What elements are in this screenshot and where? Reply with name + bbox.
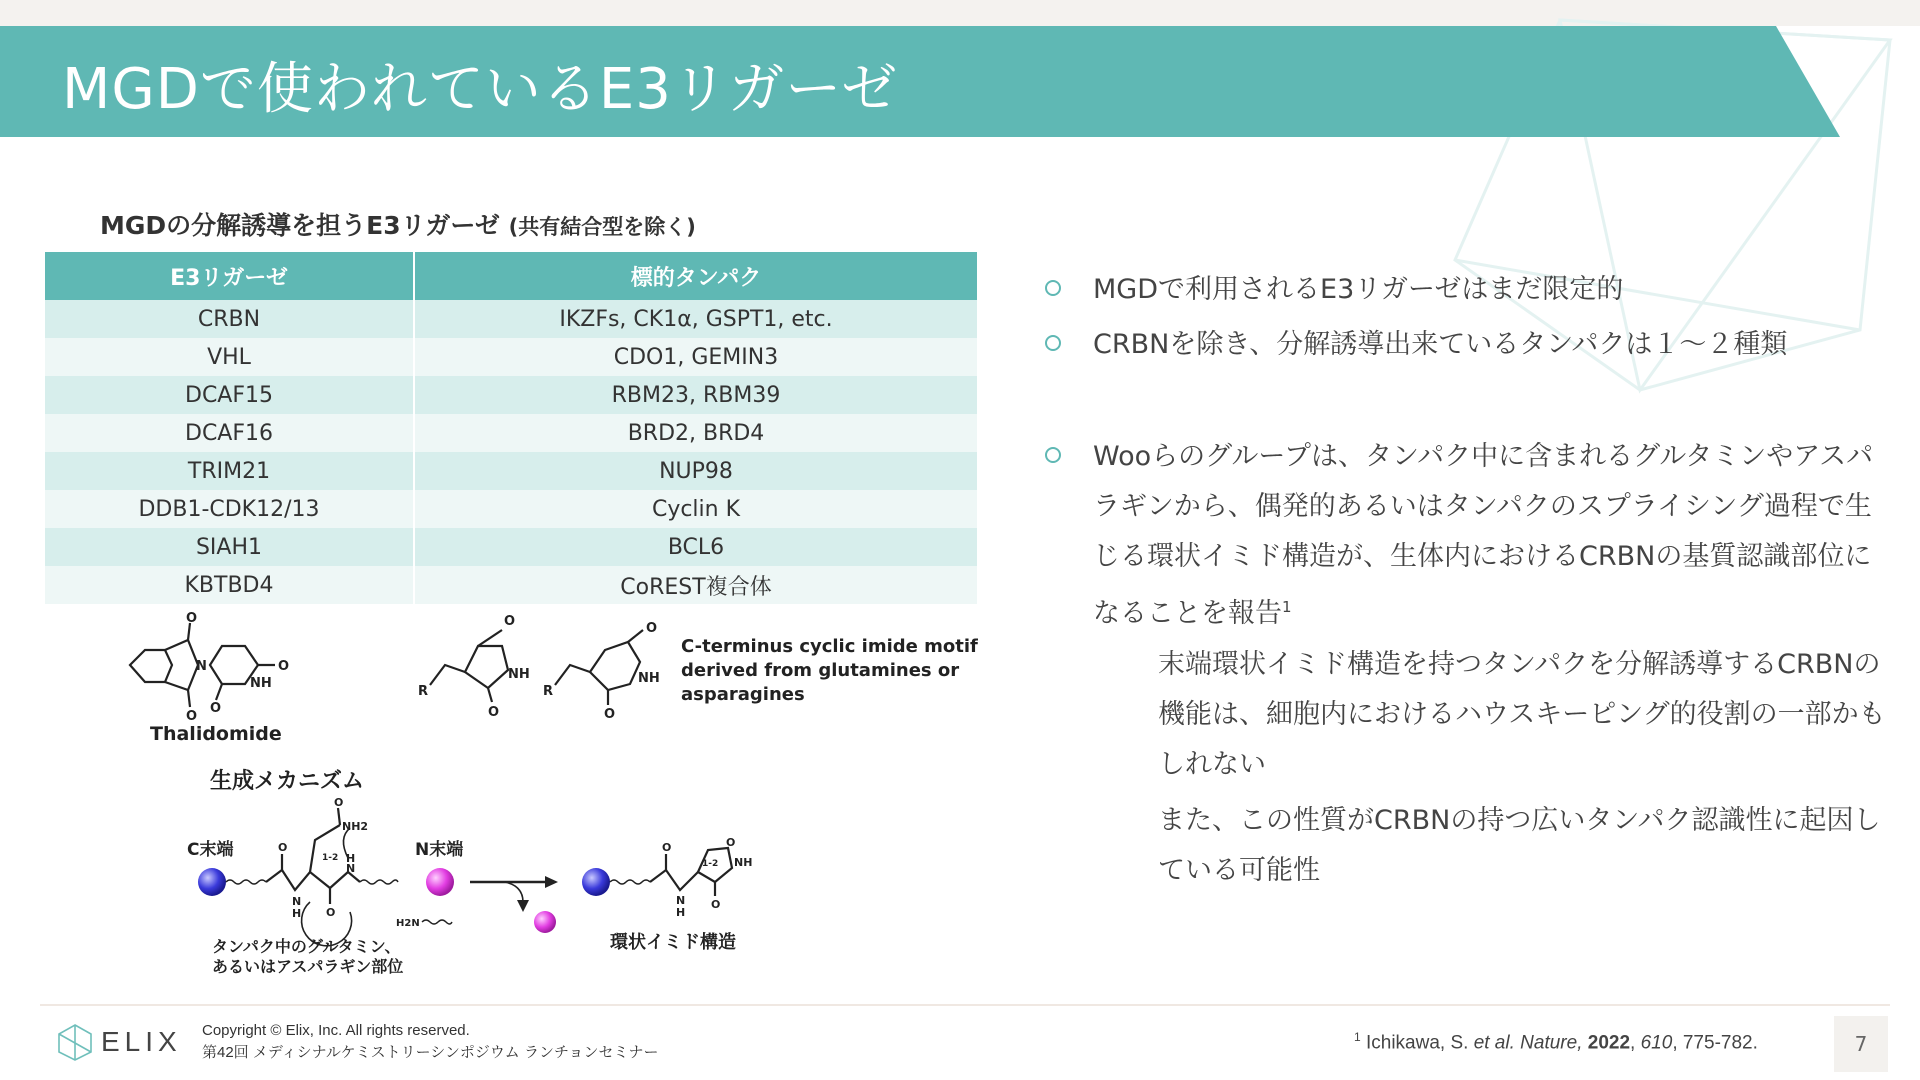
reference-etal: et al.	[1473, 1032, 1515, 1054]
bullet-circle-icon	[1045, 447, 1061, 463]
table-heading-text: MGDの分解誘導を担うE3リガーゼ	[100, 211, 500, 240]
c-terminus-bead	[198, 868, 226, 896]
e3-cell: DCAF16	[45, 414, 414, 452]
table-row	[45, 566, 978, 604]
reference-pages: , 775-782.	[1672, 1032, 1758, 1054]
target-cell: CoREST複合体	[414, 566, 978, 604]
slide-title: MGDで使われているE3リガーゼ	[62, 57, 899, 122]
succ-atom-o2: O	[488, 705, 500, 720]
table-heading	[100, 206, 696, 242]
mech-atom-h2: H	[346, 852, 356, 865]
reference-volume: 610	[1640, 1032, 1673, 1054]
n-terminus-label: N末端	[415, 840, 464, 860]
cyclic-imide-label: 環状イミド構造	[610, 932, 736, 953]
gln-caption-line1: タンパク中のグルタミン、	[212, 937, 401, 956]
succ-atom-nh: NH	[508, 667, 530, 682]
bullet-text: CRBNを除き、分解誘導出来ているタンパクは１～２種類	[1093, 329, 1788, 360]
e3-cell: DDB1-CDK12/13	[45, 490, 414, 528]
glut-atom-o1: O	[646, 621, 658, 636]
released-bead	[534, 911, 556, 933]
sub-point: 末端環状イミド構造を持つタンパクを分解誘導するCRBNの機能は、細胞内におけるハウスキーピング的役割の一部かもしれない	[1158, 649, 1886, 780]
reference-journal: Nature,	[1520, 1032, 1583, 1054]
target-cell: BRD2, BRD4	[414, 414, 978, 452]
sub-point: また、この性質がCRBNの持つ広いタンパク認識性に起因している可能性	[1158, 805, 1881, 886]
thal-atom-o3: O	[278, 659, 290, 674]
event-text: 第42回 メディシナルケミストリーシンポジウム ランチョンセミナー	[202, 1044, 659, 1061]
table-row	[45, 490, 978, 528]
e3-cell: SIAH1	[45, 528, 414, 566]
thal-atom-n: N	[196, 659, 207, 674]
table-row	[45, 528, 978, 566]
target-cell: NUP98	[414, 452, 978, 490]
motif-caption-line2: derived from glutamines or	[681, 660, 960, 681]
table-row	[45, 452, 978, 490]
header-target: 標的タンパク	[414, 252, 978, 300]
bullet-circle-icon	[1045, 280, 1061, 296]
e3-cell: CRBN	[45, 300, 414, 338]
mech-ring-index: 1-2	[322, 853, 339, 863]
glutarimide-structure	[555, 630, 643, 705]
product-bead	[582, 868, 610, 896]
target-cell: Cyclin K	[414, 490, 978, 528]
motif-caption-line1: C-terminus cyclic imide motif	[681, 636, 978, 657]
mech-atom-o1: O	[278, 841, 288, 854]
elix-logo-text: ELIX	[101, 1026, 182, 1057]
header-e3: E3リガーゼ	[45, 252, 414, 300]
table-row	[45, 338, 978, 376]
released-amine-label: H2N	[396, 918, 420, 929]
e3-cell: VHL	[45, 338, 414, 376]
bullet-circle-icon	[1045, 335, 1061, 351]
bullet-text: Wooらのグループは、タンパク中に含まれるグルタミンやアスパラギンから、偶発的あるいはタンパクのスプライシング過程で生じる環状イミド構造が、生体内におけるCRBNの基質認識部位になることを報告	[1093, 441, 1874, 629]
mech-atom-nh2: NH2	[342, 820, 369, 833]
prod-atom-n: N	[676, 894, 686, 907]
page-number: 7	[1854, 1032, 1868, 1056]
glut-atom-o2: O	[604, 707, 616, 722]
reference-sup: 1	[1354, 1030, 1361, 1044]
n-terminus-bead	[426, 868, 454, 896]
thal-atom-o1: O	[186, 611, 198, 626]
succ-atom-o1: O	[504, 614, 516, 629]
target-cell: RBM23, RBM39	[414, 376, 978, 414]
mech-atom-n2: N	[346, 862, 356, 875]
table-heading-note: (共有結合型を除く)	[508, 215, 696, 239]
reference-author: Ichikawa, S.	[1365, 1032, 1469, 1054]
succ-atom-r: R	[418, 684, 429, 699]
mechanism-title: 生成メカニズム	[210, 769, 365, 794]
glut-atom-nh: NH	[638, 671, 660, 686]
target-cell: CDO1, GEMIN3	[414, 338, 978, 376]
table-row	[45, 376, 978, 414]
prod-atom-o1: O	[662, 841, 672, 854]
c-terminus-label: C末端	[187, 840, 234, 860]
citation-marker: 1	[1282, 598, 1292, 616]
e3-ligase-table	[45, 252, 979, 604]
bullet-text: MGDで利用されるE3リガーゼはまだ限定的	[1093, 274, 1624, 305]
e3-cell: DCAF15	[45, 376, 414, 414]
thal-atom-o2: O	[186, 709, 198, 724]
mech-atom-o3: O	[326, 906, 336, 919]
reference-year: 2022	[1587, 1032, 1631, 1054]
copyright-text: Copyright © Elix, Inc. All rights reserved.	[202, 1022, 470, 1039]
mech-atom-o2: O	[334, 796, 344, 809]
reference: $^1$ Ichikawa, S. et al. Nature, 2022, 610, 775-782.	[1354, 1030, 1758, 1054]
motif-caption-line3: asparagines	[681, 684, 805, 705]
mech-atom-n1: N	[292, 895, 302, 908]
table-row	[45, 300, 978, 338]
gln-caption-line2: あるいはアスパラギン部位	[212, 957, 404, 976]
glut-atom-r: R	[543, 684, 554, 699]
footer-divider	[40, 1004, 1890, 1006]
thal-atom-nh: NH	[250, 676, 272, 691]
succinimide-structure	[430, 630, 508, 702]
prod-atom-o2: O	[726, 836, 736, 849]
thalidomide-label: Thalidomide	[150, 723, 282, 745]
e3-cell: TRIM21	[45, 452, 414, 490]
table-row	[45, 414, 978, 452]
prod-ring-index: 1-2	[702, 859, 719, 869]
prod-atom-nh: NH	[734, 856, 753, 869]
chemistry-figure	[110, 610, 990, 990]
target-cell: BCL6	[414, 528, 978, 566]
prod-atom-h: H	[676, 906, 686, 919]
thal-atom-o4: O	[210, 701, 222, 716]
prod-atom-o3: O	[711, 898, 721, 911]
bullet-text-wrap	[1093, 432, 1883, 639]
page-number-box	[1834, 1016, 1888, 1072]
mech-atom-h1: H	[292, 907, 302, 920]
e3-cell: KBTBD4	[45, 566, 414, 604]
target-cell: IKZFs, CK1α, GSPT1, etc.	[414, 300, 978, 338]
